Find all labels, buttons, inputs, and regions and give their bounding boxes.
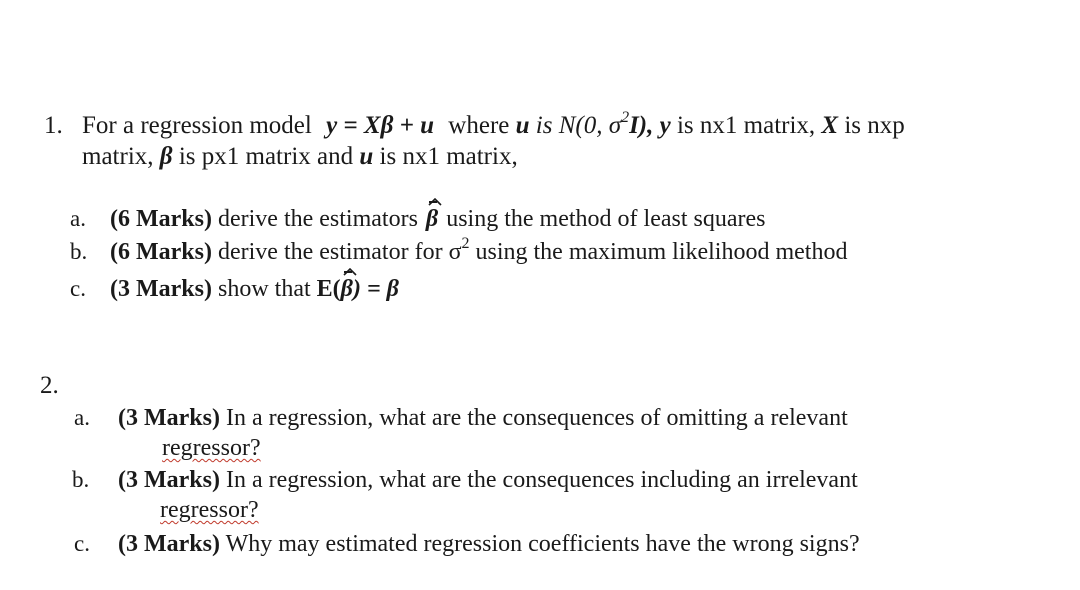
q2-part-a-cont: regressor? <box>162 435 261 461</box>
question-2-number: 2. <box>40 372 59 399</box>
q2-part-c: (3 Marks) Why may estimated regression coefficients have the wrong signs? <box>118 531 860 557</box>
q1-u: u <box>515 112 530 139</box>
q1-beta-desc: is px1 matrix and <box>178 143 354 170</box>
q1-dist: N(0, $\sigma^2I$), <box>558 108 654 139</box>
q1-u2-desc: is nx1 matrix, <box>379 143 518 170</box>
q2-part-a-label: a. <box>74 405 90 430</box>
q1-X-desc: is nxp <box>844 112 905 139</box>
q1-X: X <box>821 112 839 139</box>
q1-part-a-label: a. <box>70 206 86 231</box>
q1-part-c-label: c. <box>70 276 86 301</box>
q1-y-desc: is nx1 matrix, <box>676 112 816 139</box>
q2-part-a: (3 Marks) In a regression, what are the consequences of omitting a relevant <box>118 405 848 431</box>
q1-beta: β <box>159 143 173 170</box>
q1-part-a: (6 Marks) derive the estimators β using the method of least squares <box>110 204 765 234</box>
q1-model-equation: y = Xβ + u <box>326 112 435 139</box>
q1-where: where <box>448 112 510 139</box>
q1-is: is <box>535 112 553 139</box>
q2-part-b-label: b. <box>72 467 90 492</box>
q1-intro-prefix: For a regression model <box>82 112 312 139</box>
q1-part-b: (6 Marks) derive the estimator for $\sigma^2$ using the maximum likelihood method <box>110 235 848 265</box>
question-1-line-1 <box>82 108 905 141</box>
q1-part-c: (3 Marks) show that E(β ) = β <box>110 274 399 304</box>
question-1-number: 1. <box>44 112 63 139</box>
q2-part-b: (3 Marks) In a regression, what are the consequences including an irrelevant <box>118 467 858 493</box>
q2-part-b-cont: regressor? <box>160 497 259 523</box>
q2-part-c-label: c. <box>74 531 90 556</box>
q1-part-b-label: b. <box>70 239 88 264</box>
q1-y: y <box>659 112 671 139</box>
question-1-line-2 <box>82 142 518 172</box>
q1-line2-prefix: matrix, <box>82 143 154 170</box>
q1-u2: u <box>359 143 374 170</box>
